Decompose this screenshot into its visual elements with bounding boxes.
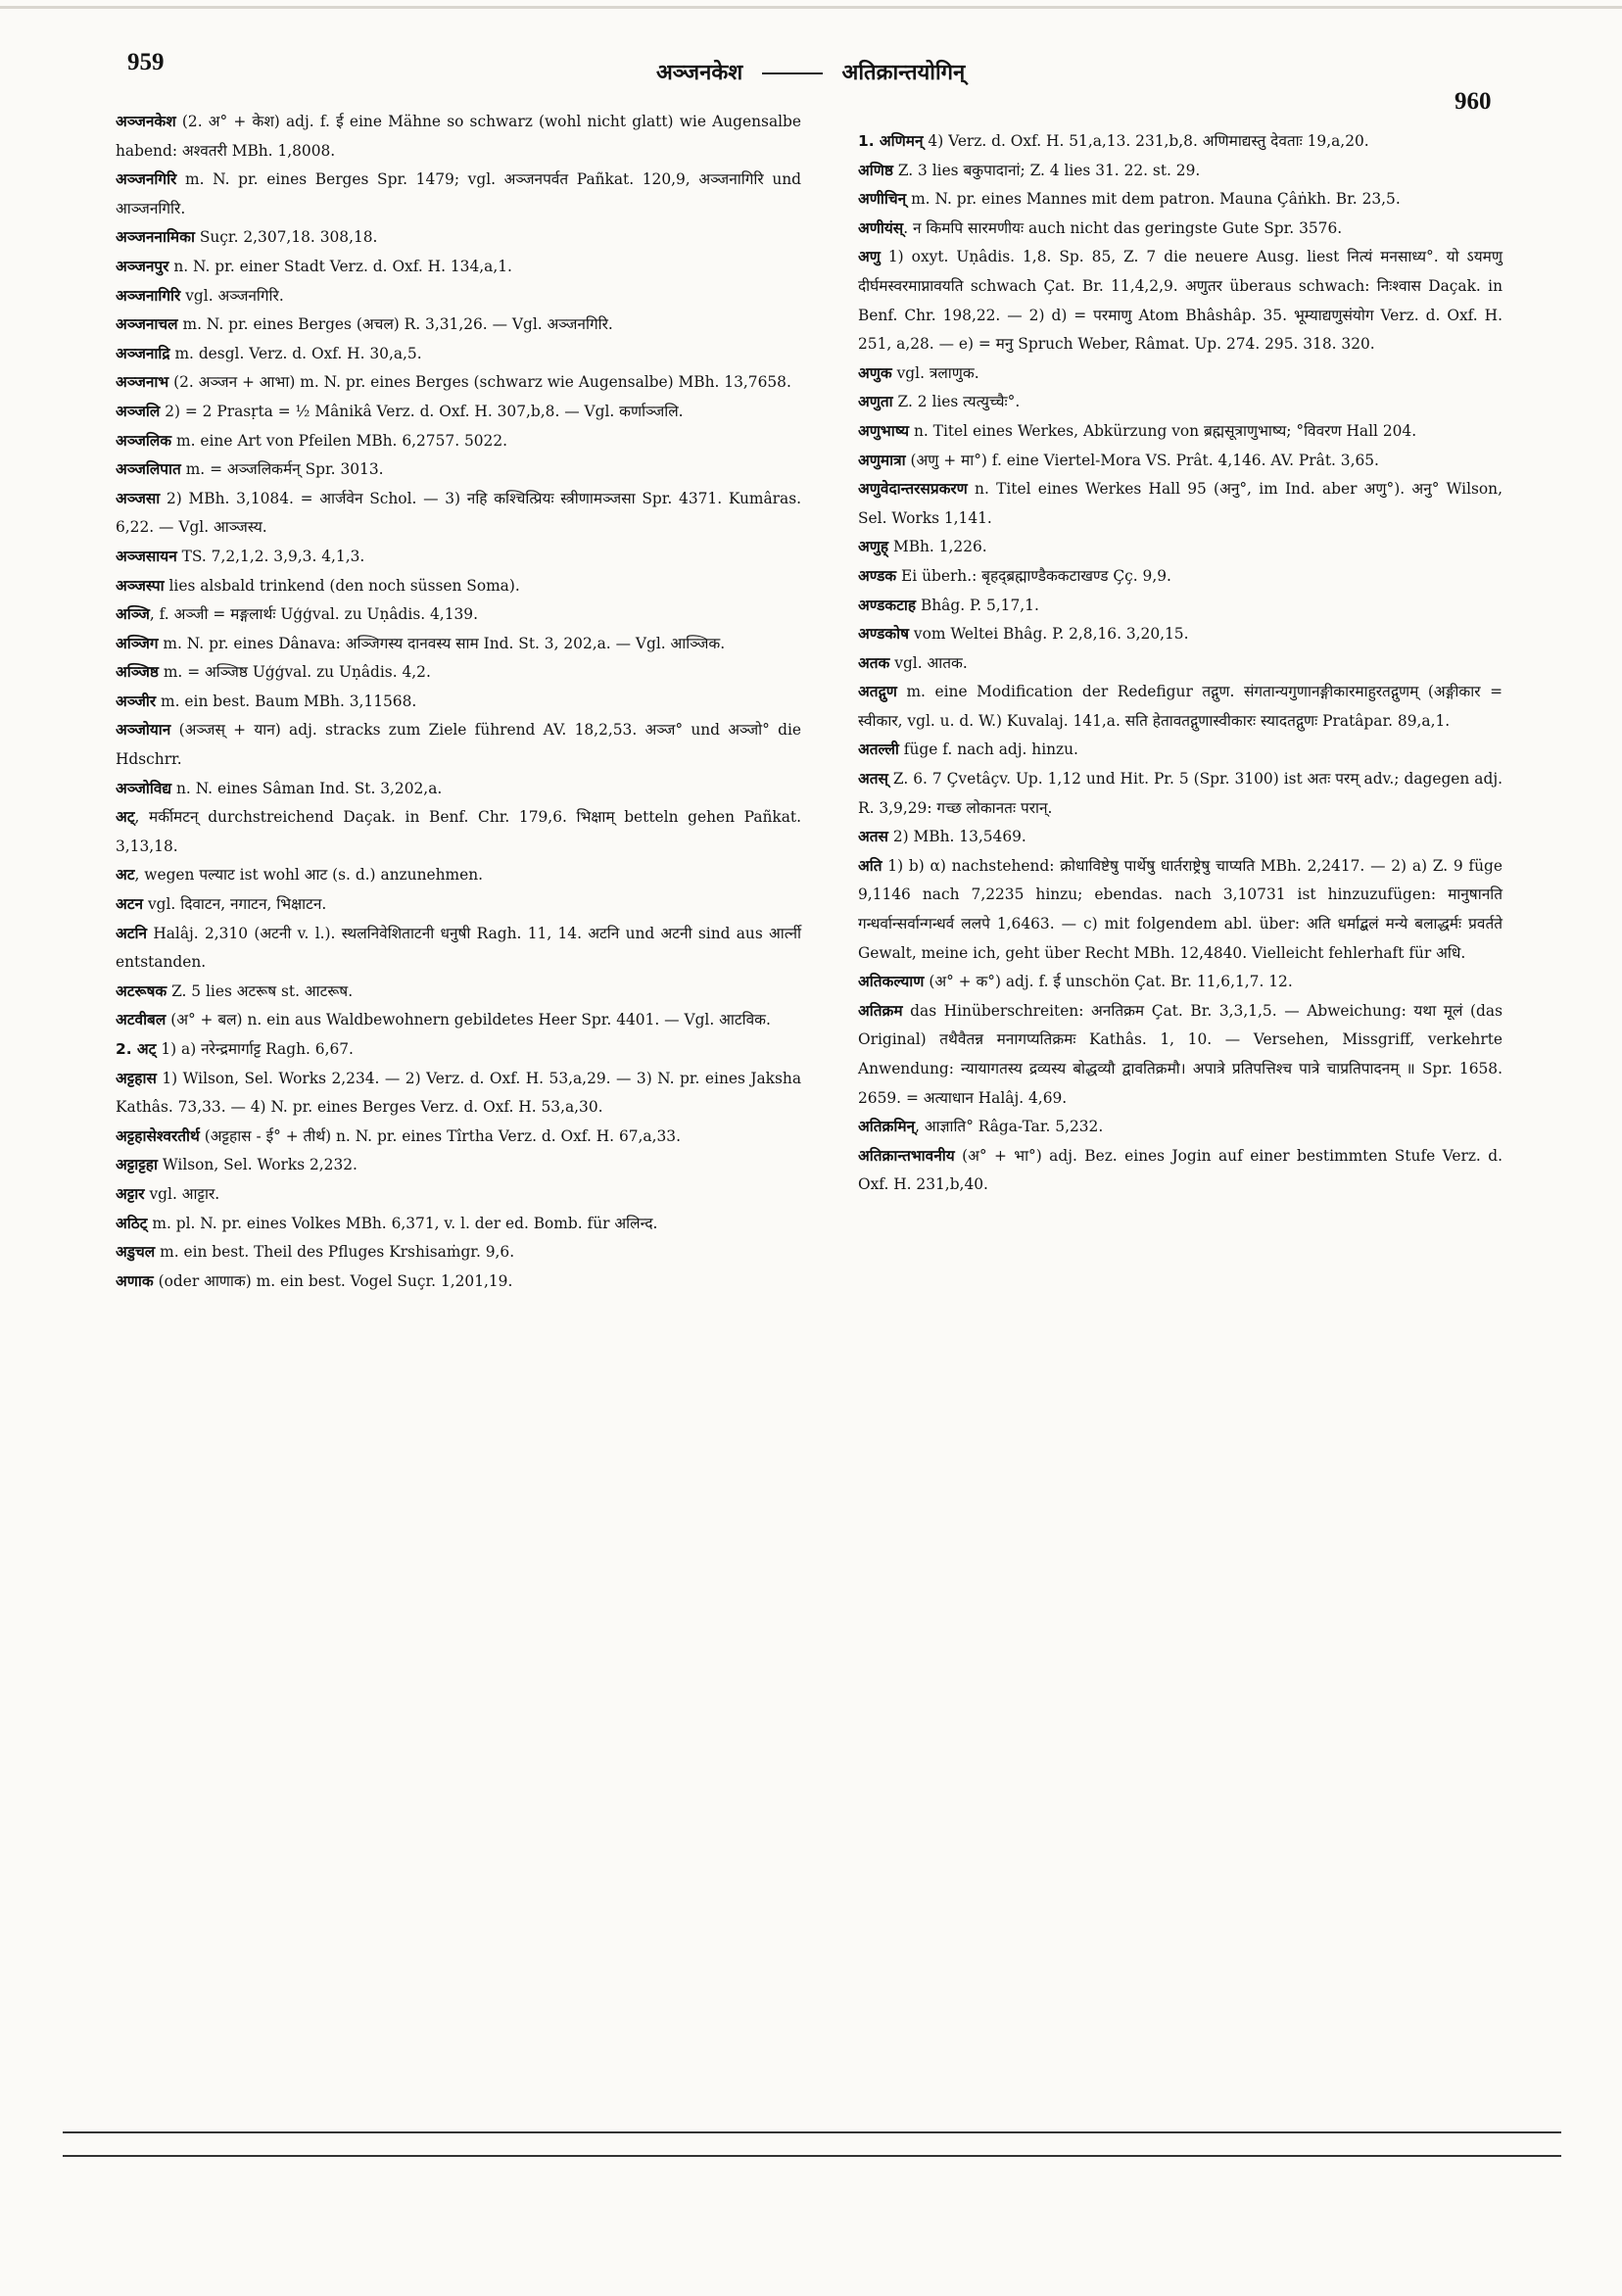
dictionary-entry xyxy=(116,688,801,717)
entry-text: (अ° + भा°) adj. Bez. eines Jogin auf einer bestimmten Stufe Verz. d. Oxf. H. 231,b,40. xyxy=(858,1146,1503,1194)
entry-headword: अञ्जोयान xyxy=(116,721,171,740)
dictionary-entry xyxy=(858,678,1503,736)
entry-headword: अञ्जनागिरि xyxy=(116,286,181,305)
entry-text: 1) oxyt. Uṇâdis. 1,8. Sp. 85, Z. 7 die neuere Ausg. liest नित्यं मनसाध्य°. यो ऽयमणु दीर्घमस्वरमाप्नावयति schwach Çat. Br. 11,4,2,9. अणुतर überaus schwach: निःश्वास Daçak. in Benf. Chr. 198,22. — 2) d) = परमाणु Atom Bhâshâp. 35. भूम्याद्यणुसंयोग Verz. d. Oxf. H. 251, a,28. — e) = मनु Spruch Weber, Râmat. Up. 274. 295. 318. 320. xyxy=(858,248,1503,354)
entry-headword: अञ्जोविद्य xyxy=(116,779,172,797)
dictionary-entry xyxy=(116,775,801,804)
entry-headword: अतिक्रम xyxy=(858,1001,903,1020)
dictionary-entry xyxy=(858,475,1503,533)
entry-text: Z. 3 lies बकुपादानां; Z. 4 lies 31. 22. st. 29. xyxy=(892,161,1201,179)
dictionary-entry xyxy=(116,978,801,1007)
entry-headword: अञ्जनकेश xyxy=(116,113,176,130)
entry-text: m. N. pr. eines Mannes mit dem patron. Mauna Çâṅkh. Br. 23,5. xyxy=(906,190,1401,209)
left-column xyxy=(116,108,801,1296)
dictionary-entry xyxy=(858,562,1503,592)
entry-text: lies alsbald trinkend (den noch süssen Soma). xyxy=(164,576,520,595)
entry-text: 4) Verz. d. Oxf. H. 51,a,13. 231,b,8. अणिमाद्यस्तु देवताः 19,a,20. xyxy=(923,132,1369,150)
entry-headword: अञ्जि xyxy=(116,605,150,624)
entry-headword: अट्टार xyxy=(116,1184,145,1203)
entry-text: (oder आणाक) m. ein best. Vogel Suçr. 1,201,19. xyxy=(153,1271,513,1290)
dictionary-entry xyxy=(116,253,801,282)
entry-text: , आज्ञाति° Râga-Tar. 5,232. xyxy=(915,1118,1104,1136)
entry-text: (2. अ° + केश) adj. f. ई eine Mähne so schwarz (wohl nicht glatt) wie Augensalbe habend: अश्वतरी MBh. 1,8008. xyxy=(116,113,801,160)
entry-text: Suçr. 2,307,18. 308,18. xyxy=(194,228,378,247)
entry-headword: अतस xyxy=(858,828,888,846)
dictionary-entry xyxy=(116,1238,801,1268)
dictionary-entry xyxy=(116,543,801,572)
entry-text: n. N. eines Sâman Ind. St. 3,202,a. xyxy=(171,779,443,797)
entry-text: m. pl. N. pr. eines Volkes MBh. 6,371, v. l. der ed. Bomb. für अलिन्द. xyxy=(147,1214,658,1232)
header-dash xyxy=(762,72,823,74)
entry-headword: 2. अट् xyxy=(116,1040,157,1058)
dictionary-entry xyxy=(116,1123,801,1152)
dictionary-entry xyxy=(858,649,1503,679)
dictionary-entry xyxy=(116,572,801,601)
entry-text: TS. 7,2,1,2. 3,9,3. 4,1,3. xyxy=(176,547,365,565)
entry-headword: अणुह् xyxy=(858,538,889,556)
entry-text: 2) MBh. 3,1084. = आर्जवेन Schol. — 3) नहि कश्चित्प्रियः स्त्रीणामञ्जसा Spr. 4371. Kumâras. 6,22. — Vgl. आञ्जस्य. xyxy=(116,489,801,537)
entry-text: vgl. दिवाटन, नगाटन, भिक्षाटन. xyxy=(143,895,327,914)
entry-text: m. eine Art von Pfeilen MBh. 6,2757. 5022. xyxy=(171,431,508,450)
entry-headword: अतिकल्याण xyxy=(858,973,925,991)
dictionary-entry xyxy=(116,890,801,920)
entry-text: (अणु + मा°) f. eine Viertel-Mora VS. Prât. 4,146. AV. Prât. 3,65. xyxy=(905,451,1379,469)
dictionary-entry xyxy=(116,1006,801,1035)
dictionary-entry xyxy=(858,765,1503,823)
entry-text: das Hinüberschreiten: अनतिक्रम Çat. Br. 3,3,1,5. — Abweichung: यथा मूलं (das Original) तथैवैतन्न मनागप्यतिक्रमः Kathâs. 1, 10. — Versehen, Missgriff, verkehrte Anwendung: न्यायागतस्य द्रव्यस्य बोद्धव्यौ द्वावतिक्रमौ। अपात्रे प्रतिपत्तिश्च पात्रे चाप्रतिपादनम् ॥ Spr. 1658. 2659. = अत्याधान Halâj. 4,69. xyxy=(858,1001,1503,1107)
entry-headword: अट्टाट्टहा xyxy=(116,1156,158,1174)
entry-text: 1) Wilson, Sel. Works 2,234. — 2) Verz. d. Oxf. H. 53,a,29. — 3) N. pr. eines Jaksha Kathâs. 73,33. — 4) N. pr. eines Berges Verz. d. Oxf. H. 53,a,30. xyxy=(116,1069,801,1117)
page-number-left: 959 xyxy=(127,49,165,75)
entry-text: (अञ्जस् + यान) adj. stracks zum Ziele führend AV. 18,2,53. अञ्ज° und अञ्जो° die Hdschrr. xyxy=(116,721,801,769)
entry-headword: अटन xyxy=(116,895,144,914)
dictionary-entry xyxy=(116,716,801,774)
dictionary-entry xyxy=(858,185,1503,215)
dictionary-entry xyxy=(116,803,801,861)
entry-text: (अट्टहास - ई° + तीर्थ) n. N. pr. eines Tîrtha Verz. d. Oxf. H. 67,a,33. xyxy=(199,1126,681,1145)
entry-headword: अञ्जनाद्रि xyxy=(116,344,170,362)
entry-text: (अ° + क°) adj. f. ई unschön Çat. Br. 11,6,1,7. 12. xyxy=(924,973,1293,991)
dictionary-entry xyxy=(858,1113,1503,1142)
dictionary-entry xyxy=(116,920,801,978)
dictionary-entry xyxy=(858,447,1503,476)
entry-headword: अणुभाष्य xyxy=(858,421,910,440)
dictionary-entry xyxy=(858,592,1503,621)
entry-headword: अटवीबल xyxy=(116,1011,167,1029)
dictionary-entry xyxy=(858,1142,1503,1200)
entry-headword: अटनि xyxy=(116,924,148,942)
dictionary-entry xyxy=(116,223,801,253)
entry-headword: अट्टहास xyxy=(116,1069,157,1087)
dictionary-entry xyxy=(858,417,1503,447)
dictionary-entry xyxy=(116,1151,801,1180)
dictionary-entry xyxy=(116,1180,801,1210)
bottom-rule-lower xyxy=(63,2155,1561,2157)
entry-text: n. Titel eines Werkes Hall 95 (अनु°, im Ind. aber अणु°). अनु° Wilson, Sel. Works 1,141. xyxy=(858,480,1503,527)
entry-headword: अणुमात्रा xyxy=(858,451,906,469)
dictionary-entry xyxy=(858,359,1503,389)
entry-text: m. N. pr. eines Berges (अचल) R. 3,31,26. — Vgl. अञ्जनगिरि. xyxy=(177,315,613,334)
entry-headword: अञ्जलि xyxy=(116,402,161,420)
entry-text: m. ein best. Baum MBh. 3,11568. xyxy=(156,692,417,710)
entry-headword: अणाक xyxy=(116,1271,154,1290)
entry-text: m. = अञ्जिष्ठ Uģģval. zu Uṇâdis. 4,2. xyxy=(158,663,431,682)
bottom-rule xyxy=(63,2131,1561,2133)
entry-text: n. N. pr. einer Stadt Verz. d. Oxf. H. 134,a,1. xyxy=(168,257,512,275)
entry-headword: अणुवेदान्तरसप्रकरण xyxy=(858,480,968,499)
dictionary-entry xyxy=(116,398,801,427)
entry-headword: अति xyxy=(858,856,883,875)
dictionary-entry xyxy=(858,997,1503,1113)
page-number-right: 960 xyxy=(1455,88,1492,115)
dictionary-entry xyxy=(116,1035,801,1065)
dictionary-entry xyxy=(116,1268,801,1297)
entry-headword: अणीयंस् xyxy=(858,218,904,237)
scan-top-edge xyxy=(0,6,1622,9)
entry-text: m. ein best. Theil des Pfluges Krshisaṁgr. 9,6. xyxy=(155,1243,515,1262)
dictionary-entry xyxy=(116,108,801,166)
entry-headword: अट् xyxy=(116,808,135,827)
entry-headword: अट्टहासेश्वरतीर्थ xyxy=(116,1126,200,1145)
dictionary-entry xyxy=(116,1210,801,1239)
entry-text: vgl. आतक. xyxy=(889,653,968,672)
dictionary-entry xyxy=(116,368,801,398)
entry-text: m. desgl. Verz. d. Oxf. H. 30,a,5. xyxy=(169,344,422,362)
entry-headword: अञ्जिग xyxy=(116,634,159,652)
entry-text: m. eine Modification der Redefigur तद्गुण. संगतान्यगुणानङ्गीकारमाहुरतद्गुणम् (अङ्गीकार = स्वीकार, vgl. u. d. W.) Kuvalaj. 141,a. सति हेतावतद्गुणास्वीकारः स्यादतद्गुणः Pratâpar. 89,a,1. xyxy=(858,683,1503,730)
entry-text: m. = अञ्जलिकर्मन् Spr. 3013. xyxy=(180,460,384,479)
dictionary-entry xyxy=(858,157,1503,186)
running-header xyxy=(656,57,965,86)
dictionary-entry xyxy=(116,455,801,485)
entry-headword: अतल्ली xyxy=(858,741,899,759)
entry-headword: अञ्जीर xyxy=(116,692,157,710)
entry-text: füge f. nach adj. hinzu. xyxy=(898,741,1078,759)
entry-text: , मर्कीमटन् durchstreichend Daçak. in Benf. Chr. 179,6. भिक्षाम् betteln gehen Pañkat. 3,13,18. xyxy=(116,808,801,855)
entry-headword: अञ्जसा xyxy=(116,489,161,507)
entry-headword: अण्डकोष xyxy=(858,625,910,644)
dictionary-entry xyxy=(116,485,801,543)
entry-headword: अञ्जनाचल xyxy=(116,315,178,334)
dictionary-entry xyxy=(116,1065,801,1123)
entry-headword: अञ्जलिपात xyxy=(116,460,181,479)
entry-text: , f. अञ्जी = मङ्गलार्थः Uģģval. zu Uṇâdis. 4,139. xyxy=(149,605,478,624)
dictionary-entry xyxy=(116,282,801,311)
entry-headword: अञ्जनगिरि xyxy=(116,170,177,189)
right-column xyxy=(858,127,1503,1200)
dictionary-entry xyxy=(116,311,801,340)
dictionary-entry xyxy=(116,166,801,223)
dictionary-entry xyxy=(858,852,1503,968)
entry-text: Z. 6. 7 Çvetâçv. Up. 1,12 und Hit. Pr. 5 (Spr. 3100) ist अतः परम् adv.; dagegen adj. R. 3,9,29: गच्छ लोकानतः परान्. xyxy=(858,770,1503,817)
entry-text: Bhâg. P. 5,17,1. xyxy=(916,596,1039,614)
header-last-word: अतिक्रान्तयोगिन् xyxy=(841,61,966,85)
entry-text: 1) a) नरेन्द्रमार्गाट्ट Ragh. 6,67. xyxy=(156,1040,354,1058)
entry-text: Wilson, Sel. Works 2,232. xyxy=(157,1156,358,1174)
entry-headword: अडुचल xyxy=(116,1243,156,1262)
dictionary-entry xyxy=(116,427,801,456)
dictionary-entry xyxy=(116,658,801,688)
entry-headword: अञ्जस्पा xyxy=(116,576,165,595)
dictionary-entry xyxy=(116,630,801,659)
entry-headword: अठिट् xyxy=(116,1214,148,1232)
entry-text: vom Weltei Bhâg. P. 2,8,16. 3,20,15. xyxy=(909,625,1189,644)
dictionary-entry xyxy=(858,127,1503,157)
dictionary-entry xyxy=(116,340,801,369)
entry-text: Z. 2 lies त्यत्युच्चैः°. xyxy=(892,393,1021,411)
entry-text: Z. 5 lies अटरूष st. आटरूष. xyxy=(167,981,354,1000)
entry-headword: अणुक xyxy=(858,363,892,382)
dictionary-entry xyxy=(858,823,1503,852)
dictionary-entry xyxy=(858,388,1503,417)
entry-headword: अण्डक xyxy=(858,566,897,585)
entry-text: Halâj. 2,310 (अटनी v. l.). स्थलनिवेशिताटनी धनुषी Ragh. 11, 14. अटनि und अटनी sind aus आर्त्नी entstanden. xyxy=(116,924,801,972)
entry-headword: अणीचिन् xyxy=(858,190,907,209)
entry-text: vgl. अञ्जनगिरि. xyxy=(180,286,284,305)
entry-headword: अञ्जनाभ xyxy=(116,373,169,392)
dictionary-entry xyxy=(116,861,801,890)
entry-headword: अतिक्रमिन् xyxy=(858,1118,916,1136)
entry-text: (अ° + बल) n. ein aus Waldbewohnern gebildetes Heer Spr. 4401. — Vgl. आटविक. xyxy=(166,1011,771,1029)
entry-headword: अञ्जननामिका xyxy=(116,228,195,247)
entry-text: MBh. 1,226. xyxy=(888,538,987,556)
header-first-word: अञ्जनकेश xyxy=(656,61,743,85)
entry-headword: अणुता xyxy=(858,393,893,411)
entry-headword: अतिक्रान्तभावनीय xyxy=(858,1146,955,1165)
entry-headword: अणिष्ठ xyxy=(858,161,893,179)
dictionary-entry xyxy=(858,968,1503,997)
entry-headword: अटरूषक xyxy=(116,981,167,1000)
entry-text: n. Titel eines Werkes, Abkürzung von ब्रह्मसूत्राणुभाष्य; °विवरण Hall 204. xyxy=(909,421,1417,440)
dictionary-entry xyxy=(858,736,1503,765)
entry-headword: अतस् xyxy=(858,770,888,789)
entry-text: m. N. pr. eines Dânava: अञ्जिगस्य दानवस्य साम Ind. St. 3, 202,a. — Vgl. आञ्जिक. xyxy=(158,634,726,652)
entry-text: 2) MBh. 13,5469. xyxy=(887,828,1026,846)
entry-text: vgl. आट्टार. xyxy=(144,1184,220,1203)
entry-text: . न किमपि सारमणीयः auch nicht das geringste Gute Spr. 3576. xyxy=(903,218,1343,237)
entry-headword: अञ्जलिक xyxy=(116,431,172,450)
dictionary-entry xyxy=(858,215,1503,244)
entry-headword: अञ्जनपुर xyxy=(116,257,169,275)
entry-text: , wegen पल्याट ist wohl आट (s. d.) anzunehmen. xyxy=(134,866,484,885)
entry-headword: अण्डकटाह xyxy=(858,596,917,614)
entry-headword: अतद्गुण xyxy=(858,683,897,701)
dictionary-entry xyxy=(858,533,1503,562)
entry-text: vgl. त्रलाणुक. xyxy=(891,363,979,382)
entry-text: (2. अञ्जन + आभा) m. N. pr. eines Berges (schwarz wie Augensalbe) MBh. 13,7658. xyxy=(168,373,791,392)
entry-text: 2) = 2 Prasṛta = ½ Mânikâ Verz. d. Oxf. H. 307,b,8. — Vgl. कर्णाञ्जलि. xyxy=(160,402,684,420)
entry-headword: अतक xyxy=(858,653,890,672)
dictionary-entry xyxy=(116,600,801,630)
entry-headword: अणु xyxy=(858,248,881,266)
dictionary-entry xyxy=(858,243,1503,359)
entry-text: m. N. pr. eines Berges Spr. 1479; vgl. अञ्जनपर्वत Pañkat. 120,9, अञ्जनागिरि und आञ्जनगिरि. xyxy=(116,170,801,217)
dictionary-entry xyxy=(858,620,1503,649)
entry-headword: अञ्जिष्ठ xyxy=(116,663,159,682)
entry-text: Ei überh.: बृहद्ब्रह्माण्डैककटाखण्ड Çç. 9,9. xyxy=(896,566,1171,585)
entry-headword: अञ्जसायन xyxy=(116,547,177,565)
entry-headword: 1. अणिमन् xyxy=(858,132,924,150)
entry-headword: अट xyxy=(116,866,135,885)
entry-text: 1) b) α) nachstehend: क्रोधाविष्टेषु पार्थेषु धार्तराष्ट्रेषु चाप्यति MBh. 2,2417. — 2) a) Z. 9 füge 9,1146 nach 7,2235 hinzu; ebendas. nach 3,10731 ist hinzuzufügen: मानुषानति गन्धर्वान्सर्वान्गन्धर्व ललपे 1,6463. — c) mit folgendem abl. über: अति धर्माद्बलं मन्ये बलाद्धर्मः प्रवर्तते Gewalt, meine ich, geht über Recht MBh. 12,4840. Vielleicht fehlerhaft für अधि. xyxy=(858,856,1503,962)
